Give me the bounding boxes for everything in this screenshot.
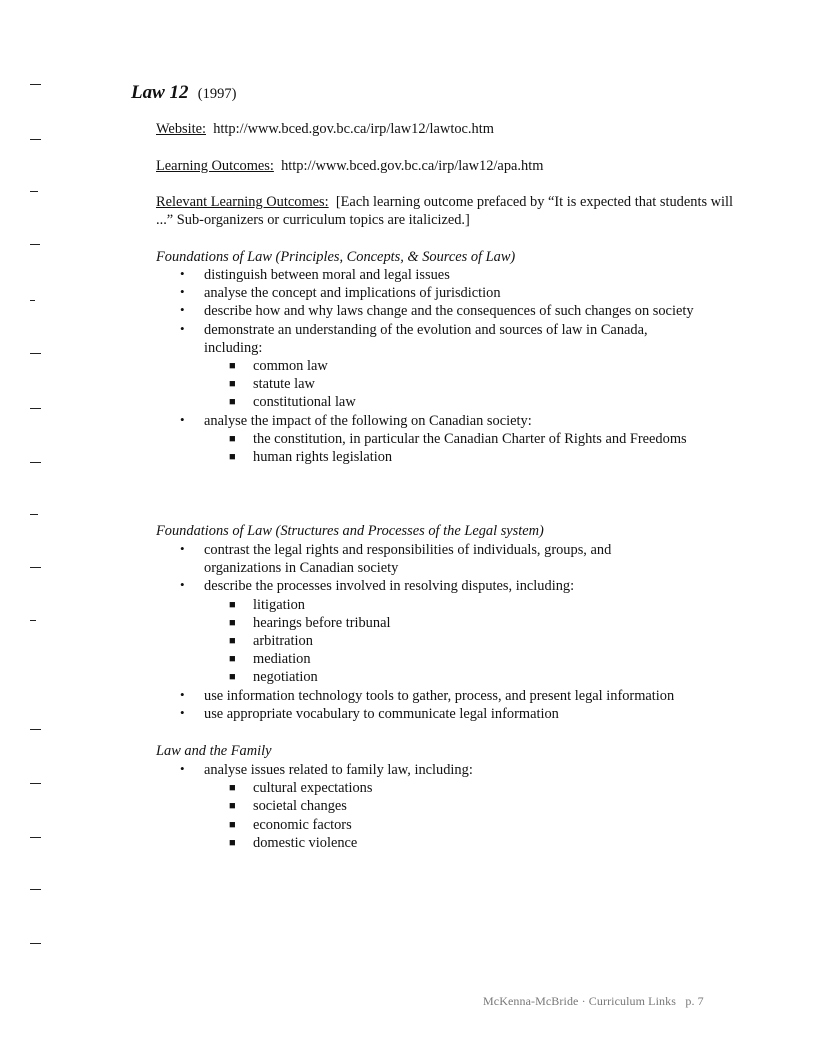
outcome-text: distinguish between moral and legal issues — [204, 267, 450, 283]
course-name: Law 12 — [131, 82, 189, 103]
square-bullet-icon: ■ — [229, 800, 236, 813]
outcome-text: analyse the concept and implications of jurisdiction — [204, 285, 501, 302]
section-heading: Foundations of Law (Principles, Concepts, & Sources of Law) — [156, 249, 516, 265]
outcome-text: analyse the impact of the following on Canadian society: — [204, 412, 532, 429]
outcome-list — [157, 266, 757, 466]
course-year: (1997) — [197, 86, 237, 102]
section-structures — [157, 541, 757, 723]
bullet-icon: • — [180, 686, 185, 702]
sub-item-text: mediation — [253, 651, 311, 668]
bullet-icon: • — [180, 541, 185, 556]
sub-item-text: the constitution, in particular the Canadian Charter of Rights and Freedoms — [253, 430, 687, 447]
bullet-icon: • — [180, 302, 185, 318]
square-bullet-icon: ■ — [229, 653, 236, 666]
outcome-item — [157, 687, 757, 705]
margin-mark — [30, 84, 41, 85]
sub-item — [157, 614, 757, 632]
square-bullet-icon: ■ — [229, 616, 236, 629]
bullet-icon: • — [180, 411, 185, 427]
sub-item — [157, 834, 757, 852]
learning-outcomes-label: Learning Outcomes: — [156, 158, 274, 174]
sub-item-text: cultural expectations — [253, 780, 373, 797]
website-url[interactable]: http://www.bced.gov.bc.ca/irp/law12/lawtoc.htm — [213, 121, 494, 137]
margin-mark — [30, 729, 41, 730]
square-bullet-icon: ■ — [229, 671, 236, 684]
learning-outcomes-line — [156, 157, 543, 175]
margin-mark — [30, 889, 41, 890]
outcome-item — [157, 761, 757, 779]
outcome-text: describe the processes involved in resolving disputes, including: — [204, 578, 575, 595]
margin-mark — [30, 139, 41, 140]
margin-mark — [30, 943, 41, 944]
sub-item — [157, 816, 757, 834]
margin-mark — [30, 191, 38, 192]
learning-outcomes-url[interactable]: http://www.bced.gov.bc.ca/irp/law12/apa.htm — [281, 158, 544, 174]
outcome-text: analyse issues related to family law, including: — [204, 762, 473, 778]
sub-item-text: economic factors — [253, 816, 352, 833]
margin-mark — [30, 620, 36, 621]
sub-item — [157, 430, 698, 448]
margin-mark — [30, 837, 41, 838]
relevant-outcomes-label: Relevant Learning Outcomes: — [156, 194, 329, 210]
square-bullet-icon: ■ — [229, 598, 236, 611]
outcome-text: use information technology tools to gather, process, and present legal information — [204, 687, 675, 704]
outcome-item — [157, 321, 704, 357]
sub-item — [157, 779, 757, 797]
outcome-item — [157, 284, 757, 302]
outcome-text: contrast the legal rights and responsibilities of individuals, groups, and organizations in Canadian society — [204, 542, 612, 577]
sub-item-text: societal changes — [253, 798, 347, 815]
square-bullet-icon: ■ — [229, 451, 236, 464]
website-line — [156, 120, 494, 138]
outcome-text: use appropriate vocabulary to communicate legal information — [204, 705, 559, 722]
bullet-icon: • — [180, 284, 185, 300]
outcome-list — [157, 541, 757, 723]
sub-item-text: statute law — [253, 376, 315, 393]
section-heading: Foundations of Law (Structures and Processes of the Legal system) — [156, 523, 544, 539]
footer-text: McKenna-McBride · Curriculum Links — [483, 994, 677, 1008]
margin-mark — [30, 514, 38, 515]
square-bullet-icon: ■ — [229, 360, 236, 373]
sub-item-text: hearings before tribunal — [253, 614, 391, 631]
outcome-item — [157, 577, 757, 595]
sub-item-text: constitutional law — [253, 394, 356, 411]
sub-item-text: human rights legislation — [253, 449, 393, 466]
margin-mark — [30, 408, 41, 409]
bullet-icon: • — [180, 577, 185, 593]
square-bullet-icon: ■ — [229, 396, 236, 409]
section-heading: Law and the Family — [156, 743, 272, 759]
outcome-text: demonstrate an understanding of the evolution and sources of law in Canada, including: — [204, 321, 648, 356]
square-bullet-icon: ■ — [229, 378, 236, 391]
sub-item — [157, 668, 757, 686]
sub-item — [157, 797, 757, 815]
sub-item-text: negotiation — [253, 669, 318, 686]
sub-item — [157, 393, 757, 411]
margin-mark — [30, 783, 41, 784]
sub-item-text: arbitration — [253, 633, 313, 650]
square-bullet-icon: ■ — [229, 635, 236, 648]
sub-item — [157, 357, 757, 375]
bullet-icon: • — [180, 266, 185, 281]
sub-item — [157, 448, 757, 466]
bullet-icon: • — [180, 761, 185, 776]
outcome-item — [157, 541, 684, 577]
relevant-outcomes-paragraph — [156, 193, 736, 229]
outcome-item — [157, 302, 704, 320]
margin-mark — [30, 244, 40, 245]
margin-mark — [30, 300, 35, 301]
sub-item-text: litigation — [253, 596, 305, 613]
outcome-list — [157, 761, 757, 852]
sub-item — [157, 632, 757, 650]
sub-item — [157, 375, 757, 393]
sub-item-text: common law — [253, 358, 328, 375]
relevant-outcomes-text: [Each learning outcome prefaced by “It is expected that students will ...” Sub-organizers or curriculum topics are italicized.] — [156, 194, 734, 229]
margin-mark — [30, 462, 41, 463]
outcome-item — [157, 705, 757, 723]
section-family — [157, 761, 757, 852]
outcome-text: describe how and why laws change and the consequences of such changes on society — [204, 303, 694, 320]
bullet-icon: • — [180, 704, 185, 720]
margin-mark — [30, 567, 41, 568]
square-bullet-icon: ■ — [229, 432, 236, 445]
website-label: Website: — [156, 121, 206, 137]
page-footer — [483, 992, 704, 1010]
sub-item — [157, 650, 757, 668]
square-bullet-icon: ■ — [229, 836, 236, 849]
outcome-item — [157, 266, 757, 284]
section-principles — [157, 266, 757, 466]
sub-item — [157, 596, 757, 614]
square-bullet-icon: ■ — [229, 782, 236, 795]
margin-mark — [30, 353, 41, 354]
square-bullet-icon: ■ — [229, 818, 236, 831]
outcome-item — [157, 412, 757, 430]
page-title — [131, 80, 236, 103]
sub-item-text: domestic violence — [253, 834, 358, 851]
bullet-icon: • — [180, 320, 185, 336]
page-number: p. 7 — [685, 994, 704, 1008]
